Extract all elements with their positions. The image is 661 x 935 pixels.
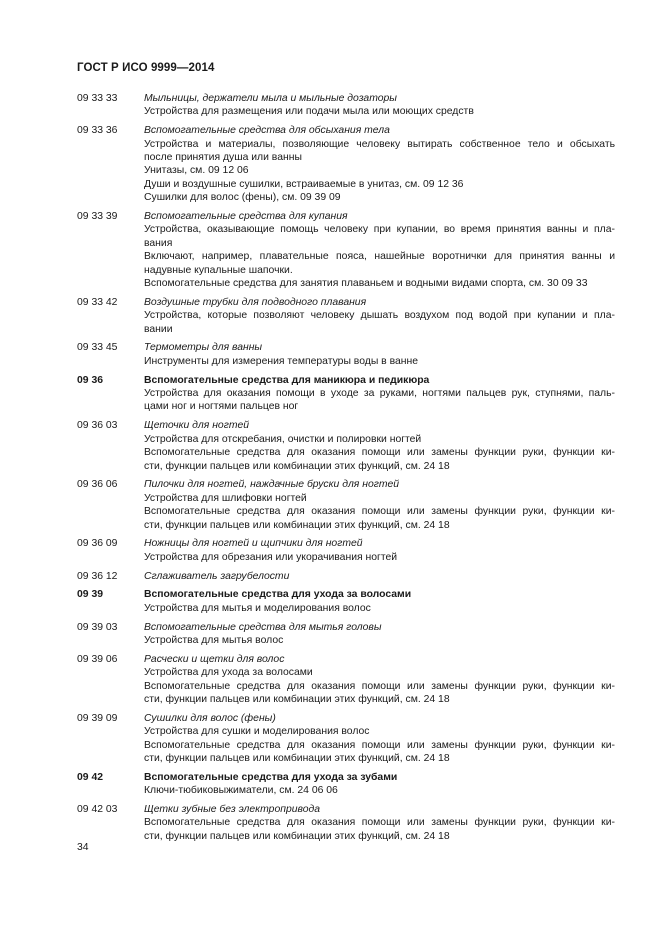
entry-description-line: Устройства для отскребания, очистки и полировки ногтей xyxy=(144,433,422,445)
entry-body xyxy=(144,124,615,204)
entry-description-line: Устройства для мытья волос xyxy=(144,634,284,646)
classification-entry xyxy=(77,124,615,204)
entry-title: Сушилки для волос (фены) xyxy=(144,712,276,724)
entry-title: Вспомогательные средства для ухода за волосами xyxy=(144,589,412,601)
entry-code: 09 33 36 xyxy=(77,125,118,137)
entry-body xyxy=(144,621,615,648)
entry-description-line: Вспомогательные средства для занятия плаваньем и водными видами спорта, см. 30 09 33 xyxy=(144,278,588,290)
section-heading xyxy=(77,771,615,798)
classification-entry xyxy=(77,478,615,532)
entry-code: 09 36 xyxy=(77,374,104,386)
entry-description-line: Устройства и материалы, позволяющие человеку вытирать собственное тело и обсыхать xyxy=(144,138,615,150)
entry-description-line: Вспомогательные средства для оказания помощи или замены функции руки, функции ки- xyxy=(144,680,615,692)
entry-description-line: надувные купальные шапочки. xyxy=(144,264,293,276)
entry-title: Вспомогательные средства для мытья головы xyxy=(144,621,382,633)
classification-entry xyxy=(77,570,615,583)
entry-description-line: Сушилки для волос (фены), см. 09 39 09 xyxy=(144,192,341,204)
classification-entry xyxy=(77,712,615,766)
entry-description-line: Вспомогательные средства для оказания помощи или замены функции руки, функции ки- xyxy=(144,506,615,518)
entry-description-line: Устройства для размещения или подачи мыла или моющих средств xyxy=(144,106,474,118)
classification-entry xyxy=(77,92,615,119)
entry-code: 09 36 12 xyxy=(77,570,118,582)
classification-entry xyxy=(77,803,615,843)
entry-description-line: сти, функции пальцев или комбинации этих функций, см. 24 18 xyxy=(144,519,450,531)
classification-entries xyxy=(77,92,615,849)
entry-description-line: Инструменты для измерения температуры воды в ванне xyxy=(144,355,419,367)
entry-description-line: Вспомогательные средства для оказания помощи или замены функции руки, функции ки- xyxy=(144,739,615,751)
entry-title: Сглаживатель загрубелости xyxy=(144,570,290,582)
entry-code: 09 33 33 xyxy=(77,93,118,104)
entry-description-line: Устройства для мытья и моделирования волос xyxy=(144,602,371,614)
classification-entry xyxy=(77,296,615,336)
entry-title: Вспомогательные средства для обсыхания тела xyxy=(144,125,390,137)
entry-description-line: Устройства для оказания помощи в уходе за руками, ногтями пальцев рук, ступнями, паль- xyxy=(144,388,615,400)
entry-body xyxy=(144,341,615,368)
entry-body xyxy=(144,570,615,583)
entry-description-line: Вспомогательные средства для оказания помощи или замены функции руки, функции ки- xyxy=(144,447,615,459)
entry-description-line: Устройства для шлифовки ногтей xyxy=(144,492,307,504)
entry-body xyxy=(144,419,615,473)
entry-description-line: сти, функции пальцев или комбинации этих функций, см. 24 18 xyxy=(144,752,450,764)
document-header: ГОСТ Р ИСО 9999—2014 xyxy=(77,62,215,74)
entry-description-line: сти, функции пальцев или комбинации этих функций, см. 24 18 xyxy=(144,830,450,842)
entry-description-line: Вспомогательные средства для оказания помощи или замены функции руки, функции ки- xyxy=(144,817,615,829)
entry-description-line: Устройства, которые позволяют человеку дышать воздухом под водой при купании и пла- xyxy=(144,310,615,322)
entry-code: 09 39 09 xyxy=(77,712,118,724)
entry-description-line: Устройства для сушки и моделирования волос xyxy=(144,726,370,738)
entry-description-line: вания xyxy=(144,237,173,249)
entry-code: 09 42 03 xyxy=(77,803,118,815)
entry-code: 09 39 06 xyxy=(77,653,118,665)
section-heading xyxy=(77,588,615,615)
entry-body xyxy=(144,374,615,414)
entry-body xyxy=(144,296,615,336)
classification-entry xyxy=(77,419,615,473)
entry-body xyxy=(144,92,615,119)
entry-code: 09 33 39 xyxy=(77,211,118,223)
entry-title: Вспомогательные средства для ухода за зубами xyxy=(144,771,398,783)
entry-body xyxy=(144,210,615,290)
entry-description-line: сти, функции пальцев или комбинации этих функций, см. 24 18 xyxy=(144,693,450,705)
entry-title: Термометры для ванны xyxy=(144,342,263,354)
entry-code: 09 33 45 xyxy=(77,342,118,354)
entry-body xyxy=(144,771,615,798)
entry-description-line: Устройства для обрезания или укорачивания ногтей xyxy=(144,551,398,563)
entry-description-line: Унитазы, см. 09 12 06 xyxy=(144,165,249,177)
entry-title: Пилочки для ногтей, наждачные бруски для ногтей xyxy=(144,479,400,491)
entry-code: 09 39 03 xyxy=(77,621,118,633)
entry-title: Щетки зубные без электропривода xyxy=(144,803,321,815)
entry-code: 09 39 xyxy=(77,589,104,601)
entry-code: 09 36 06 xyxy=(77,479,118,491)
entry-body xyxy=(144,478,615,532)
classification-entry xyxy=(77,210,615,290)
classification-entry xyxy=(77,621,615,648)
entry-title: Ножницы для ногтей и щипчики для ногтей xyxy=(144,538,363,550)
entry-description-line: Включают, например, плавательные пояса, нашейные воротнички для принятия ванны и xyxy=(144,251,615,263)
page-number: 34 xyxy=(77,842,89,853)
entry-title: Вспомогательные средства для маникюра и педикюра xyxy=(144,374,430,386)
entry-title: Щеточки для ногтей xyxy=(144,420,250,432)
entry-title: Мыльницы, держатели мыла и мыльные дозаторы xyxy=(144,93,397,104)
entry-description-line: Устройства для ухода за волосами xyxy=(144,667,313,679)
entry-body xyxy=(144,537,615,564)
entry-code: 09 33 42 xyxy=(77,296,118,308)
entry-title: Вспомогательные средства для купания xyxy=(144,211,348,223)
classification-entry xyxy=(77,653,615,707)
entry-code: 09 42 xyxy=(77,771,104,783)
entry-description-line: Души и воздушные сушилки, встраиваемые в унитаз, см. 09 12 36 xyxy=(144,178,464,190)
entry-body xyxy=(144,712,615,766)
entry-description-line: после принятия душа или ванны xyxy=(144,152,302,164)
entry-description-line: Ключи-тюбиковыжиматели, см. 24 06 06 xyxy=(144,785,338,797)
entry-code: 09 36 03 xyxy=(77,420,118,432)
entry-description-line: сти, функции пальцев или комбинации этих функций, см. 24 18 xyxy=(144,460,450,472)
classification-entry xyxy=(77,537,615,564)
entry-description-line: Устройства, оказывающие помощь человеку при купании, во время принятия ванны и пла- xyxy=(144,224,615,236)
classification-entry xyxy=(77,341,615,368)
entry-body xyxy=(144,653,615,707)
entry-title: Расчески и щетки для волос xyxy=(144,653,285,665)
entry-description-line: вании xyxy=(144,323,173,335)
entry-code: 09 36 09 xyxy=(77,538,118,550)
section-heading xyxy=(77,374,615,414)
entry-description-line: цами ног и ногтями пальцев ног xyxy=(144,401,299,413)
entry-body xyxy=(144,588,615,615)
entry-body xyxy=(144,803,615,843)
entry-title: Воздушные трубки для подводного плавания xyxy=(144,296,367,308)
